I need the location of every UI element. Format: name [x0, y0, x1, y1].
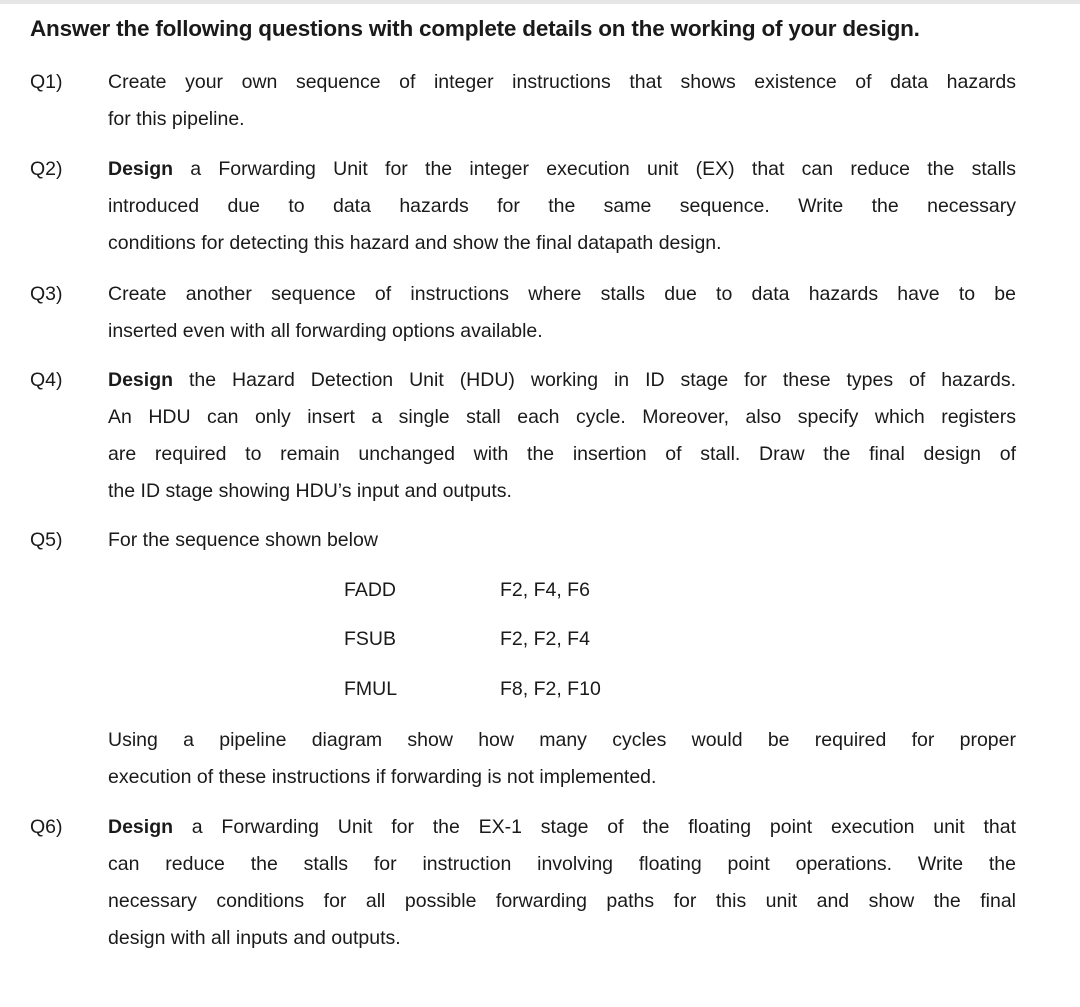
instruction-opcode: FSUB — [344, 628, 397, 650]
question-line-first — [108, 362, 1016, 399]
question-line: are required to remain unchanged with the insertion of stall. Draw the final design of — [108, 443, 1016, 465]
question-line-first — [108, 809, 1016, 846]
question-number-q3: Q3) — [30, 283, 63, 305]
question-line: For the sequence shown below — [108, 529, 378, 551]
question-line: Create your own sequence of integer instructions that shows existence of data hazards — [108, 71, 1016, 93]
question-line: execution of these instructions if forwarding is not implemented. — [108, 766, 657, 788]
question-line: the ID stage showing HDU’s input and outputs. — [108, 480, 512, 502]
question-number-q6: Q6) — [30, 816, 63, 838]
design-keyword: Design — [108, 158, 174, 180]
instruction-operands: F8, F2, F10 — [500, 678, 601, 700]
top-divider — [0, 0, 1080, 4]
question-q3 — [108, 276, 1016, 350]
question-line: An HDU can only insert a single stall each cycle. Moreover, also specify which registers — [108, 406, 1016, 428]
question-line: Create another sequence of instructions where stalls due to data hazards have to be — [108, 283, 1016, 305]
question-line: can reduce the stalls for instruction involving floating point operations. Write the — [108, 853, 1016, 875]
question-line: conditions for detecting this hazard and show the final datapath design. — [108, 232, 722, 254]
question-number-q5: Q5) — [30, 529, 63, 551]
question-q5-followup — [108, 722, 1016, 796]
question-q6 — [108, 809, 1016, 957]
question-number-q4: Q4) — [30, 369, 63, 391]
question-line: Using a pipeline diagram show how many cycles would be required for proper — [108, 729, 1016, 751]
question-line-first — [108, 151, 1016, 188]
question-line: inserted even with all forwarding options available. — [108, 320, 543, 342]
question-q1 — [108, 64, 1016, 138]
question-q2 — [108, 151, 1016, 262]
design-keyword: Design — [108, 369, 174, 391]
question-line: a Forwarding Unit for the integer execution unit (EX) that can reduce the stalls — [173, 158, 1016, 180]
instruction-opcode: FMUL — [344, 678, 398, 700]
question-line: a Forwarding Unit for the EX-1 stage of the floating point execution unit that — [173, 816, 1016, 838]
question-line: design with all inputs and outputs. — [108, 927, 401, 949]
question-number-q1: Q1) — [30, 71, 63, 93]
instruction-operands: F2, F2, F4 — [500, 628, 590, 650]
question-q4 — [108, 362, 1016, 510]
instruction-operands: F2, F4, F6 — [500, 579, 590, 601]
question-line: the Hazard Detection Unit (HDU) working in ID stage for these types of hazards. — [173, 369, 1016, 391]
question-q5-intro — [108, 522, 1016, 559]
question-line: necessary conditions for all possible forwarding paths for this unit and show the final — [108, 890, 1016, 912]
page-heading: Answer the following questions with complete details on the working of your design. — [30, 16, 920, 41]
instruction-opcode: FADD — [344, 579, 397, 601]
question-number-q2: Q2) — [30, 158, 63, 180]
question-line: introduced due to data hazards for the same sequence. Write the necessary — [108, 195, 1016, 217]
question-line: for this pipeline. — [108, 108, 245, 130]
design-keyword: Design — [108, 816, 174, 838]
